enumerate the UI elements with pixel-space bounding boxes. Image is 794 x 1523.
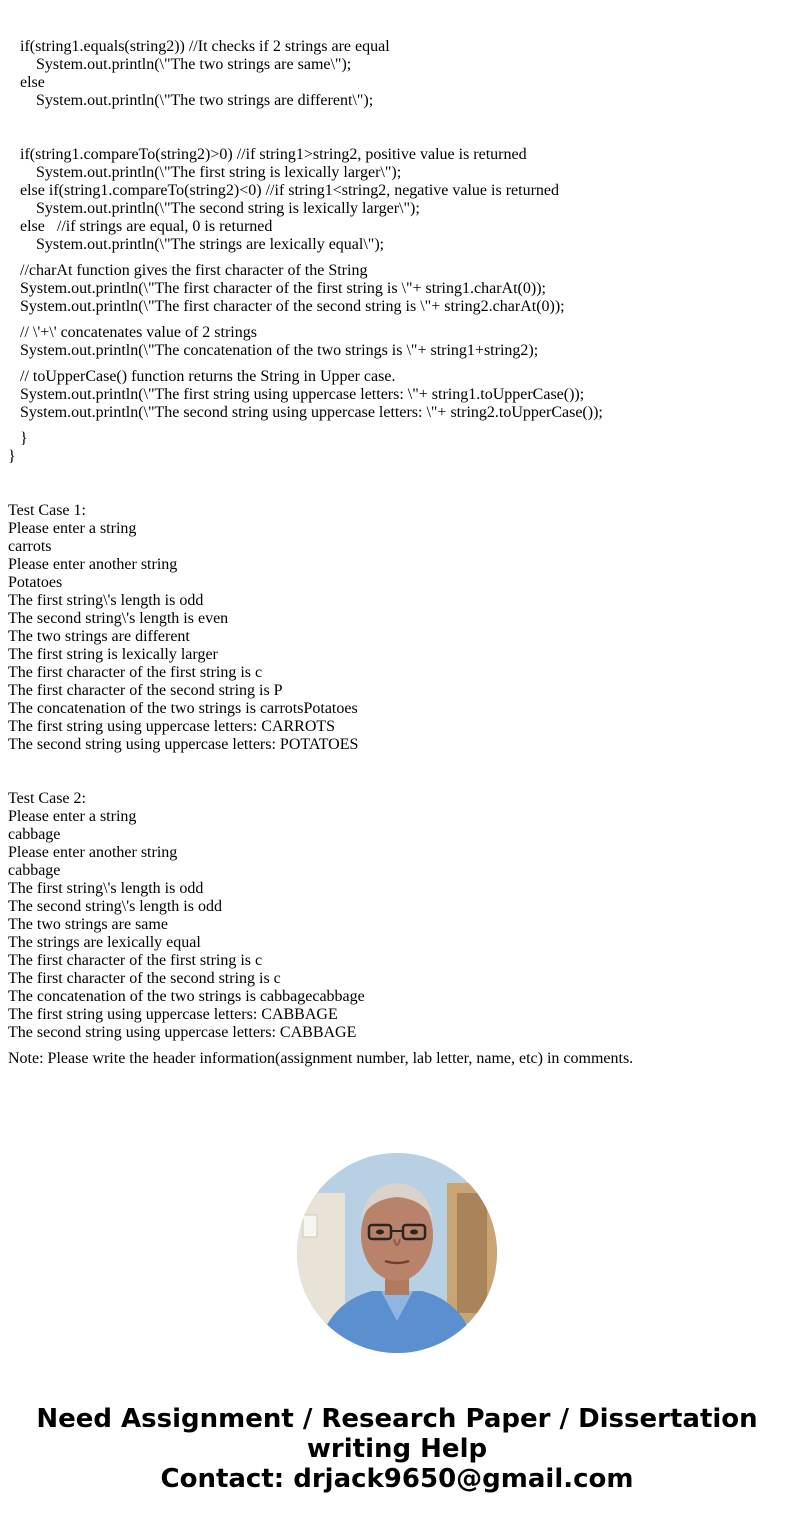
- contact-email: Contact: drjack9650@gmail.com: [160, 1464, 634, 1494]
- promo-footer: [0, 1404, 794, 1494]
- output-line: cabbage: [8, 826, 61, 843]
- code-line: System.out.println(\"The first character of the second string is \"+ string2.charAt(0));: [20, 298, 565, 315]
- output-line: The first string is lexically larger: [8, 646, 218, 663]
- note-text: Note: Please write the header information(assignment number, lab letter, name, etc) in comments.: [8, 1050, 634, 1067]
- output-line: Please enter a string: [8, 520, 137, 537]
- code-comment: // \'+\' concatenates value of 2 strings: [20, 324, 257, 341]
- output-line: Please enter a string: [8, 808, 137, 825]
- output-line: cabbage: [8, 862, 61, 879]
- test-case-title: Test Case 1:: [8, 502, 86, 519]
- output-line: The second string using uppercase letters: POTATOES: [8, 736, 359, 753]
- code-comment: // toUpperCase() function returns the String in Upper case.: [20, 368, 396, 385]
- output-line: The second string\'s length is odd: [8, 898, 222, 915]
- output-line: The concatenation of the two strings is cabbagecabbage: [8, 988, 365, 1005]
- promo-line: writing Help: [306, 1434, 488, 1464]
- code-line: else: [20, 74, 45, 91]
- output-line: The two strings are different: [8, 628, 190, 645]
- code-line: System.out.println(\"The second string is lexically larger\");: [36, 200, 420, 217]
- code-line: System.out.println(\"The two strings are different\");: [36, 92, 374, 109]
- output-line: The strings are lexically equal: [8, 934, 201, 951]
- test-case-1: [8, 502, 788, 754]
- output-line: The first string using uppercase letters: CARROTS: [8, 718, 336, 735]
- output-line: The second string\'s length is even: [8, 610, 229, 627]
- code-line: if(string1.equals(string2)) //It checks if 2 strings are equal: [20, 38, 390, 55]
- code-comment: //charAt function gives the first character of the String: [20, 262, 368, 279]
- code-line: else if(string1.compareTo(string2)<0) //if string1<string2, negative value is returned: [20, 182, 560, 199]
- output-line: The second string using uppercase letters: CABBAGE: [8, 1024, 357, 1041]
- code-line: System.out.println(\"The first string using uppercase letters: \"+ string1.toUpperCase());: [20, 386, 585, 403]
- code-line: System.out.println(\"The second string using uppercase letters: \"+ string2.toUpperCase());: [20, 404, 603, 421]
- code-line: if(string1.compareTo(string2)>0) //if string1>string2, positive value is returned: [20, 146, 527, 163]
- closing-brace: }: [20, 430, 28, 447]
- closing-brace: }: [8, 448, 16, 465]
- output-line: The first string\'s length is odd: [8, 592, 204, 609]
- promo-line: Need Assignment / Research Paper / Dissertation: [36, 1404, 758, 1434]
- test-case-2: [8, 790, 788, 1042]
- author-avatar: [297, 1153, 497, 1353]
- code-line: System.out.println(\"The first character of the first string is \"+ string1.charAt(0));: [20, 280, 546, 297]
- output-line: Please enter another string: [8, 844, 178, 861]
- code-line: System.out.println(\"The strings are lexically equal\");: [36, 236, 385, 253]
- output-line: The two strings are same: [8, 916, 168, 933]
- output-line: The first string using uppercase letters: CABBAGE: [8, 1006, 338, 1023]
- output-line: The first character of the second string is P: [8, 682, 283, 699]
- output-line: The first character of the first string is c: [8, 664, 263, 681]
- output-line: Potatoes: [8, 574, 63, 591]
- code-block: [8, 38, 788, 466]
- test-case-title: Test Case 2:: [8, 790, 86, 807]
- code-line: System.out.println(\"The two strings are same\");: [36, 56, 352, 73]
- code-line: else //if strings are equal, 0 is returned: [20, 218, 273, 235]
- output-line: carrots: [8, 538, 52, 555]
- output-line: The first string\'s length is odd: [8, 880, 204, 897]
- person-photo-icon: [297, 1153, 497, 1353]
- output-line: The first character of the second string is c: [8, 970, 281, 987]
- output-line: Please enter another string: [8, 556, 178, 573]
- output-line: The first character of the first string is c: [8, 952, 263, 969]
- output-line: The concatenation of the two strings is carrotsPotatoes: [8, 700, 358, 717]
- code-line: System.out.println(\"The concatenation of the two strings is \"+ string1+string2);: [20, 342, 539, 359]
- document-body: [8, 38, 788, 1068]
- code-line: System.out.println(\"The first string is lexically larger\");: [36, 164, 402, 181]
